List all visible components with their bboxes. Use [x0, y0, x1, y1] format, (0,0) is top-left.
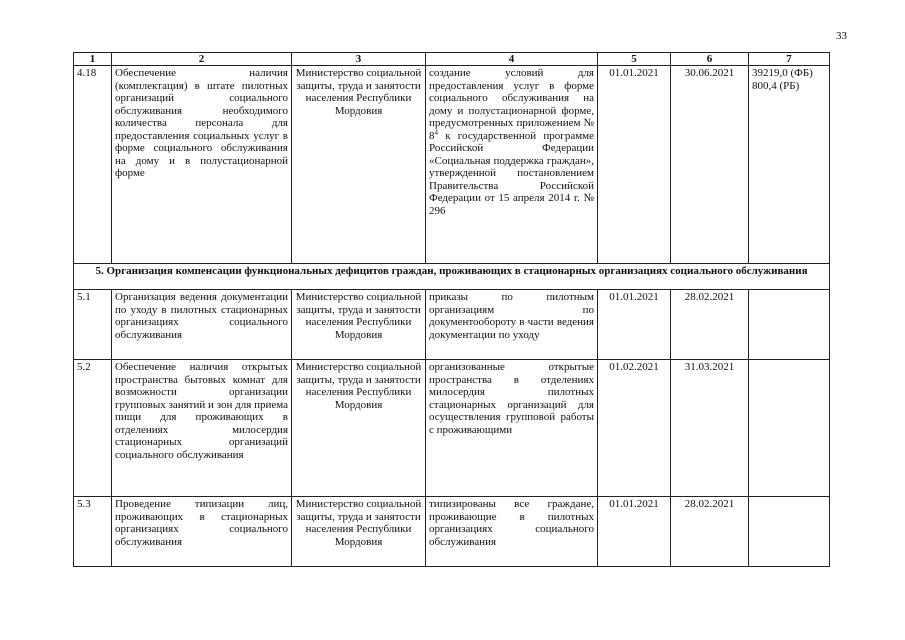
start-date: 01.01.2021 — [598, 66, 671, 264]
funding-federal: 39219,0 (ФБ) — [752, 67, 813, 79]
table-row — [74, 290, 830, 360]
col-header-6: 6 — [671, 53, 749, 66]
col-header-4: 4 — [426, 53, 598, 66]
section-title: 5. Организация компенсации функциональных дефицитов граждан, проживающих в стационарных организациях социального обслуживания — [74, 264, 830, 290]
table-row — [74, 497, 830, 567]
row-id: 5.2 — [74, 360, 112, 497]
row-id: 5.3 — [74, 497, 112, 567]
funding — [749, 360, 830, 497]
col-header-5: 5 — [598, 53, 671, 66]
expected-result: организованные открытые пространства в отделениях милосердия пилотных стационарных организаций для осуществления групповой работы с проживающими — [426, 360, 598, 497]
table-row — [74, 66, 830, 264]
table-row — [74, 360, 830, 497]
measure-name: Обеспечение наличия (комплектация) в штате пилотных организаций социального обслуживания необходимого количества персонала для предоставления социальных услуг в форме социального обслуживания на дому и в полустационарной форме — [112, 66, 292, 264]
result-text-b: к государственной программе Российской Федерации «Социальная поддержка граждан», утвержденной постановлением Правительства Российской Федерации от 15 апреля 2014 г. № 296 — [429, 129, 595, 217]
end-date: 28.02.2021 — [671, 290, 749, 360]
end-date: 31.03.2021 — [671, 360, 749, 497]
start-date: 01.01.2021 — [598, 290, 671, 360]
expected-result: приказы по пилотным организациям по документообороту в части ведения документации по уходу — [426, 290, 598, 360]
start-date: 01.02.2021 — [598, 360, 671, 497]
executor: Министерство социальной защиты, труда и занятости населения Республики Мордовия — [292, 497, 426, 567]
column-number-header — [74, 53, 830, 66]
row-id: 4.18 — [74, 66, 112, 264]
funding-regional: 800,4 (РБ) — [752, 79, 800, 92]
executor: Министерство социальной защиты, труда и занятости населения Республики Мордовия — [292, 66, 426, 264]
funding — [749, 290, 830, 360]
col-header-2: 2 — [112, 53, 292, 66]
col-header-7: 7 — [749, 53, 830, 66]
result-text-a: создание условий для предоставления услуг в форме социального обслуживания на дому и полустационарной форме, предусмотренных приложением № 8 — [429, 67, 594, 142]
col-header-3: 3 — [292, 53, 426, 66]
executor: Министерство социальной защиты, труда и занятости населения Республики Мордовия — [292, 290, 426, 360]
row-id: 5.1 — [74, 290, 112, 360]
section-header-row — [74, 264, 830, 290]
expected-result: типизированы все граждане, проживающие в пилотных организациях социального обслуживания — [426, 497, 598, 567]
end-date: 28.02.2021 — [671, 497, 749, 567]
measure-name: Обеспечение наличия открытых пространства бытовых комнат для возможности организации групповых занятий и зон для приема пищи для проживающих в отделениях милосердия стационарных организаций социального обслуживания — [112, 360, 292, 497]
expected-result — [426, 66, 598, 264]
page-number: 33 — [836, 30, 847, 42]
footnote-superscript: 4 — [434, 127, 438, 136]
measure-name: Организация ведения документации по уходу в пилотных стационарных организациях социального обслуживания — [112, 290, 292, 360]
program-measures-table — [73, 52, 830, 567]
funding — [749, 66, 830, 264]
funding — [749, 497, 830, 567]
executor: Министерство социальной защиты, труда и занятости населения Республики Мордовия — [292, 360, 426, 497]
start-date: 01.01.2021 — [598, 497, 671, 567]
measure-name: Проведение типизации лиц, проживающих в стационарных организациях социального обслуживания — [112, 497, 292, 567]
col-header-1: 1 — [74, 53, 112, 66]
end-date: 30.06.2021 — [671, 66, 749, 264]
